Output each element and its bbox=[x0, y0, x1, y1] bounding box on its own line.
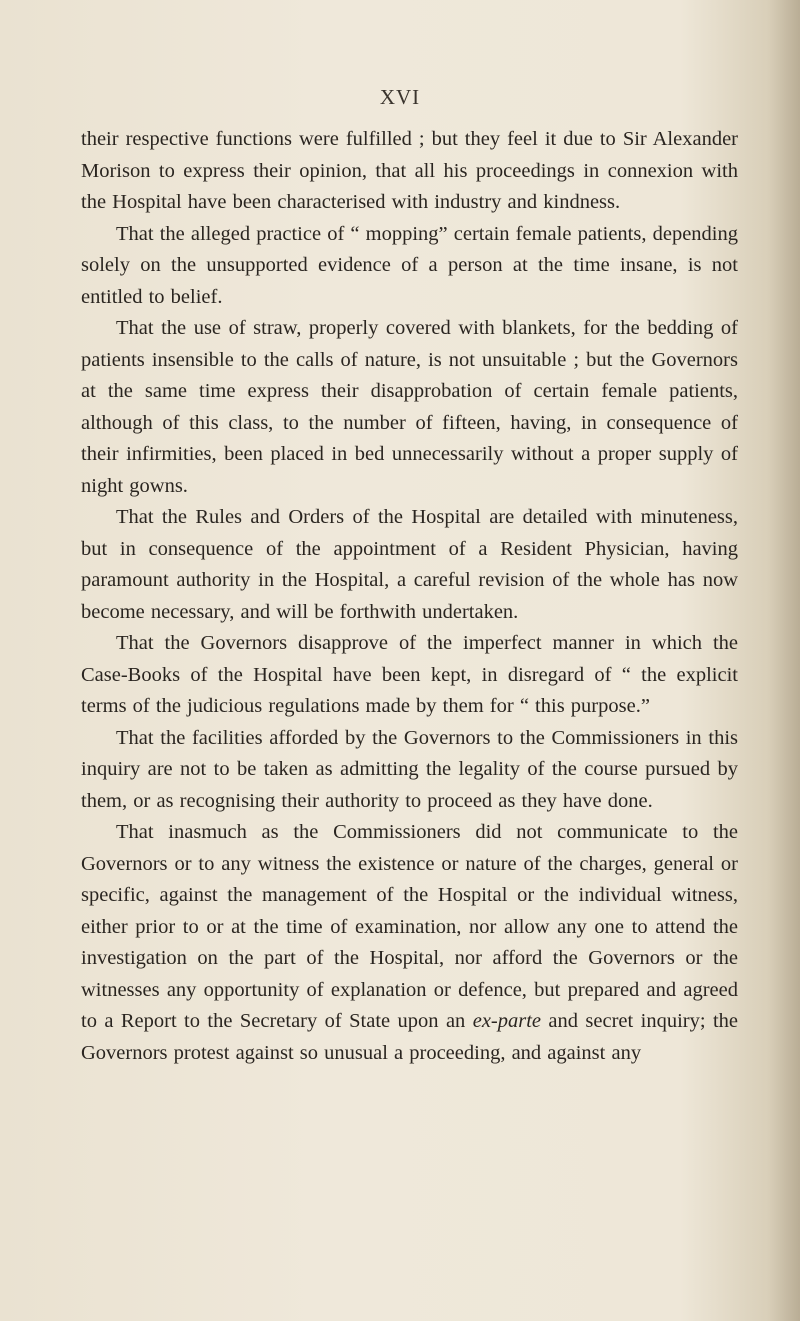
paragraph-1: their respective functions were fulfilled ; but they feel it due to Sir Alexander Morison to express their opinion, that all his proceedings in connexion with the Hospital have been characterised with industry and kindness. bbox=[81, 128, 738, 213]
page-number: XVI bbox=[379, 85, 421, 109]
paragraph-7 bbox=[81, 817, 738, 1069]
paragraph-7-text-end: and secret inquiry; the Governors protest against so unusual a proceeding, and against any bbox=[81, 1010, 738, 1064]
paragraph-7-text-start: That inasmuch as the Commissioners did not communicate to the Governors or to any witness the existence or nature of the charges, general or specific, against the management of the Hospital or the individual witness, either prior to or at the time of examination, nor allow any one to attend the investigation on the part of the Hospital, nor afford the Governors or the witnesses any opportunity of explanation or defence, but prepared and agreed to a Report to the Secretary of State upon an bbox=[81, 821, 738, 1032]
paragraph-3: That the use of straw, properly covered with blankets, for the bedding of patients insensible to the calls of nature, is not unsuitable ; but the Governors at the same time express their disapprobation of certain female patients, although of this class, to the number of fifteen, having, in consequence of their infirmities, been placed in bed unnecessarily without a proper supply of night gowns. bbox=[81, 317, 738, 497]
paragraph-6: That the facilities afforded by the Governors to the Commissioners in this inquiry are not to be taken as admitting the legality of the course pursued by them, or as recognising their authority to proceed as they have done. bbox=[81, 726, 738, 812]
paragraph-7-italic-term: ex-parte bbox=[472, 1010, 542, 1032]
paragraph-5: That the Governors disapprove of the imperfect manner in which the Case-Books of the Hospital have been kept, in disregard of “ the explicit terms of the judicious regulations made by them for “ this purpose.” bbox=[81, 632, 738, 717]
body-text bbox=[81, 124, 738, 1069]
paragraph-4: That the Rules and Orders of the Hospital are detailed with minuteness, but in consequence of the appointment of a Resident Physician, having paramount authority in the Hospital, a careful revision of the whole has now become necessary, and will be forthwith undertaken. bbox=[81, 506, 738, 623]
paragraph-2: That the alleged practice of “ mopping” certain female patients, depending solely on the unsupported evidence of a person at the time insane, is not entitled to belief. bbox=[81, 222, 738, 308]
